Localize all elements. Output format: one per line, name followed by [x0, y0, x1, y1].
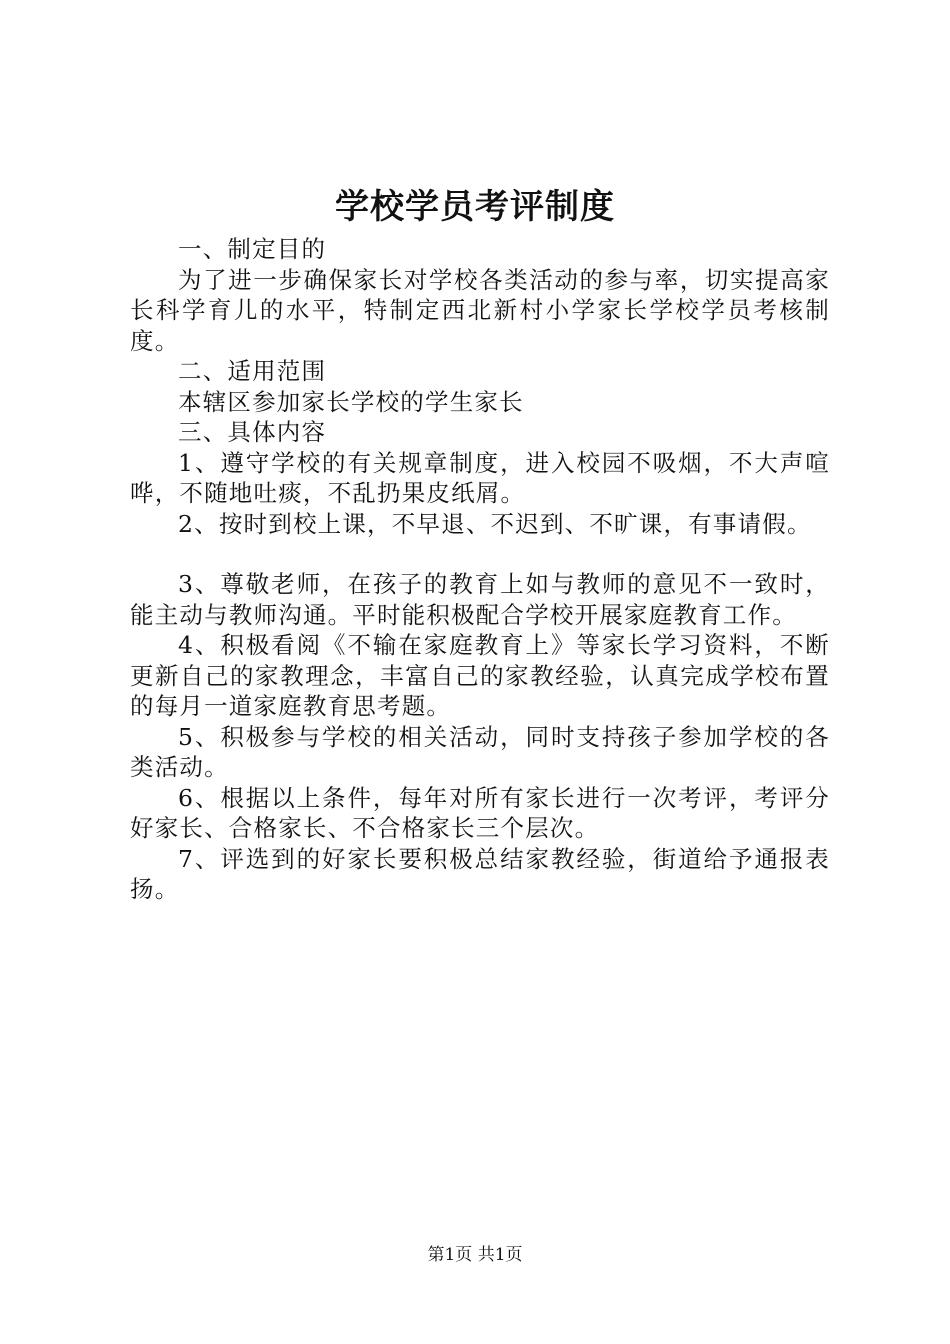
document-body: [130, 234, 830, 905]
paragraph: 为了进一步确保家长对学校各类活动的参与率，切实提高家长科学育儿的水平，特制定西北新村小学家长学校学员考核制度。: [130, 265, 830, 355]
list-item: 1、遵守学校的有关规章制度，进入校园不吸烟，不大声喧哗，不随地吐痰，不乱扔果皮纸屑。: [130, 448, 830, 507]
list-item: 4、积极看阅《不输在家庭教育上》等家长学习资料，不断更新自己的家教理念，丰富自己的家教经验，认真完成学校布置的每月一道家庭教育思考题。: [130, 631, 830, 720]
page-footer: 第1页 共1页: [427, 1245, 523, 1265]
section-heading-content: 三、具体内容: [178, 418, 327, 446]
list-item: 5、积极参与学校的相关活动，同时支持孩子参加学校的各类活动。: [130, 722, 830, 781]
list-item: 6、根据以上条件，每年对所有家长进行一次考评，考评分好家长、合格家长、不合格家长三个层次。: [130, 783, 830, 842]
paragraph: 本辖区参加家长学校的学生家长: [178, 387, 524, 416]
section-heading-scope: 二、适用范围: [178, 357, 327, 385]
list-item: 3、尊敬老师，在孩子的教育上如与教师的意见不一致时，能主动与教师沟通。平时能积极配合学校开展家庭教育工作。: [130, 570, 830, 629]
list-item: 7、评选到的好家长要积极总结家教经验，街道给予通报表扬。: [130, 844, 830, 903]
section-heading-purpose: 一、制定目的: [178, 235, 327, 263]
list-item: 2、按时到校上课，不早退、不迟到、不旷课，有事请假。: [178, 509, 812, 538]
document-title: 学校学员考评制度: [335, 187, 615, 227]
